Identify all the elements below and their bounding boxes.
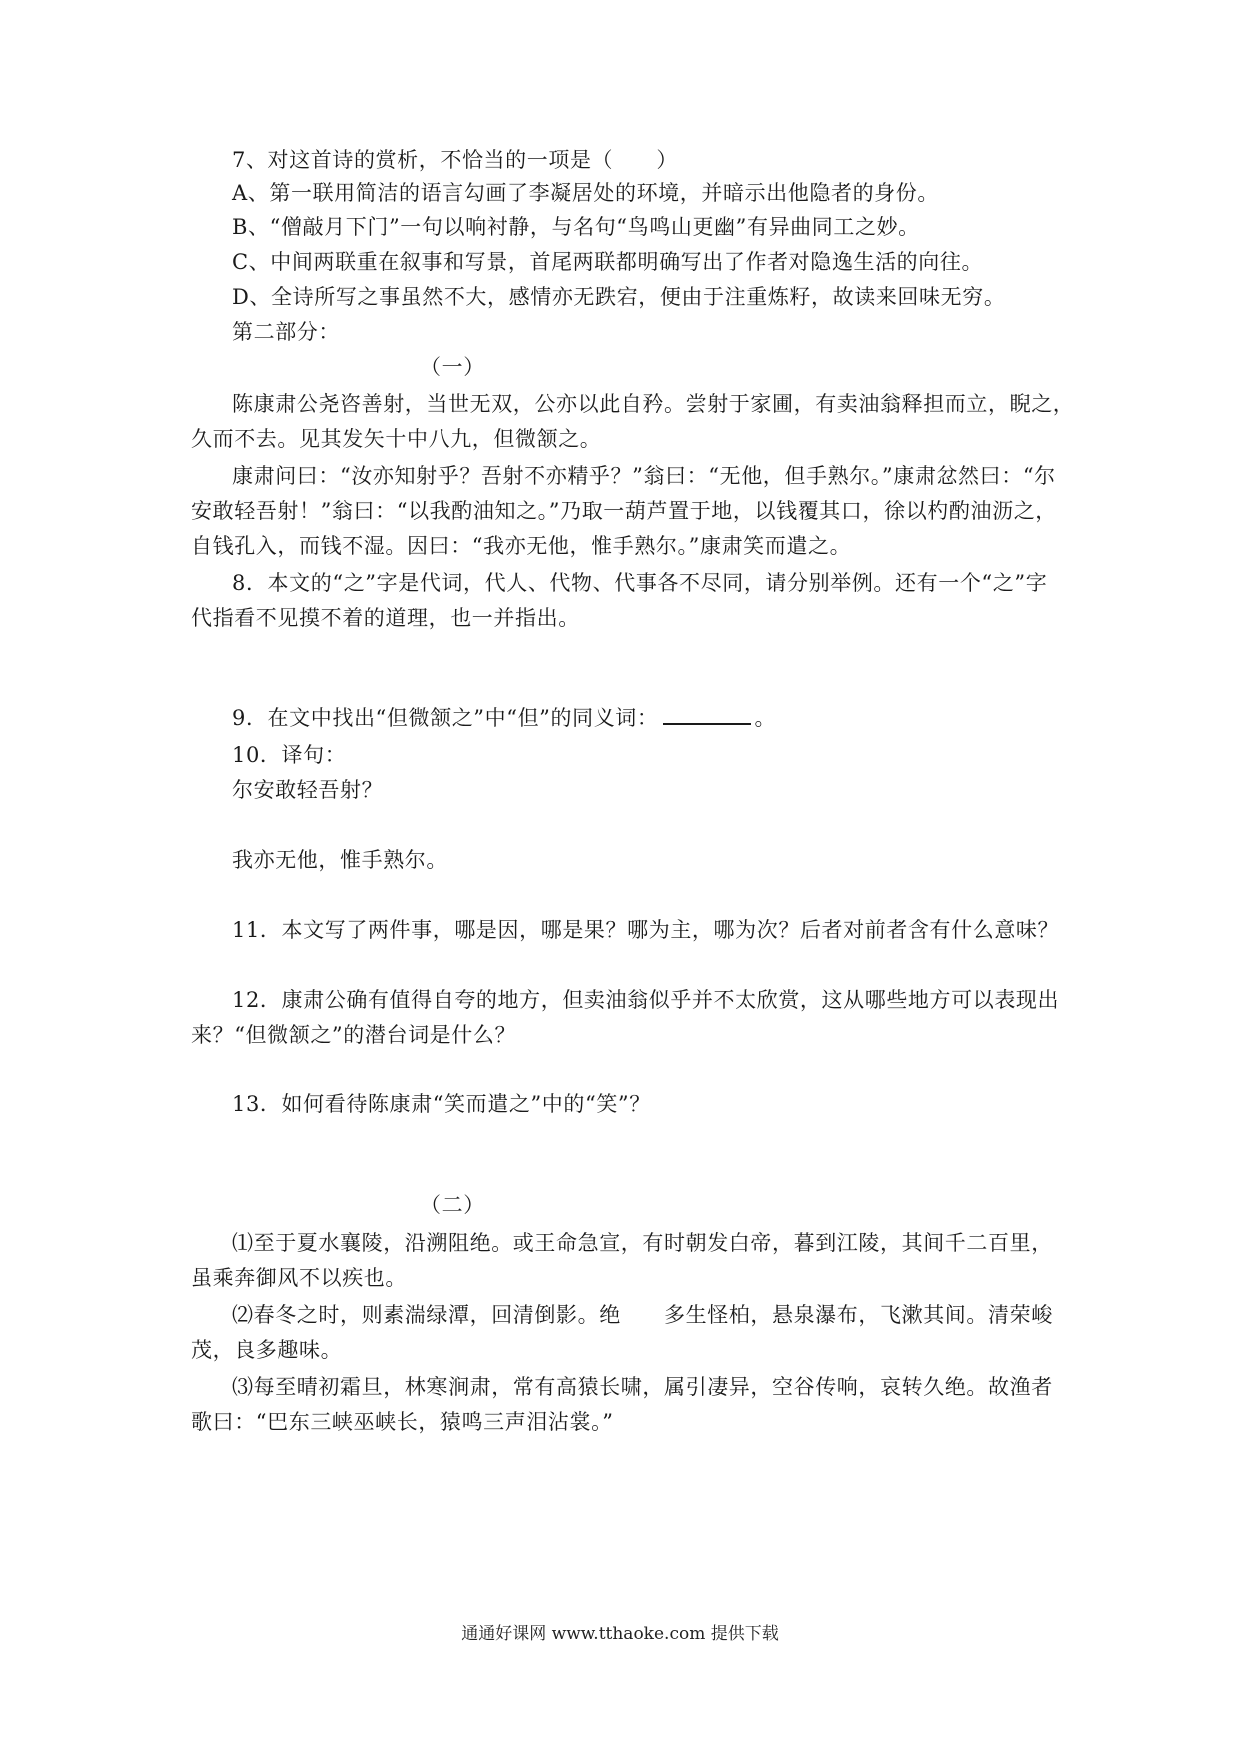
page-footer: 通通好课网 www.tthaoke.com 提供下载: [461, 1624, 779, 1644]
section2-p3-line1: ⑶每至晴初霜旦，林寒涧肃，常有高猿长啸，属引凄异，空谷传响，哀转久绝。故渔者: [232, 1375, 1053, 1399]
section1-heading: （一）: [420, 355, 485, 379]
q11: 11．本文写了两件事，哪是因，哪是果？哪为主，哪为次？后者对前者含有什么意味？: [232, 918, 1060, 942]
q7-stem: 7、对这首诗的赏析，不恰当的一项是（ ）: [232, 148, 678, 172]
q9-text: 9．在文中找出“但微颔之”中“但”的同义词：: [232, 706, 659, 730]
q12-line1: 12．康肃公确有值得自夸的地方，但卖油翁似乎并不太欣赏，这从哪些地方可以表现出: [232, 988, 1060, 1012]
section1-p2-line3: 自钱孔入，而钱不湿。因曰：“我亦无他，惟手熟尔。”康肃笑而遣之。: [191, 534, 852, 558]
q7-option-c: C、中间两联重在叙事和写景，首尾两联都明确写出了作者对隐逸生活的向往。: [232, 250, 984, 274]
section2-p3-line2: 歌曰：“巴东三峡巫峡长，猿鸣三声泪沾裳。”: [191, 1410, 614, 1434]
section2-p2-line1: ⑵春冬之时，则素湍绿潭，回清倒影。绝 多生怪柏，悬泉瀑布，飞漱其间。清荣峻: [232, 1303, 1053, 1327]
q10-sentence-1: 尔安敢轻吾射？: [232, 778, 384, 802]
section1-p1-line2: 久而不去。见其发矢十中八九，但微颔之。: [191, 427, 602, 451]
q9: [232, 703, 776, 733]
q10-sentence-2: 我亦无他，惟手熟尔。: [232, 848, 448, 872]
section1-p2-line2: 安敢轻吾射！”翁曰：“以我酌油知之。”乃取一葫芦置于地，以钱覆其口，徐以杓酌油沥之，: [191, 499, 1057, 523]
q7-option-a: A、第一联用简洁的语言勾画了李凝居处的环境，并暗示出他隐者的身份。: [232, 181, 939, 205]
q9-answer-blank: [663, 705, 751, 725]
section2-p1-line1: ⑴至于夏水襄陵，沿溯阻绝。或王命急宣，有时朝发白帝，暮到江陵，其间千二百里，: [232, 1231, 1053, 1255]
q7-option-b: B、“僧敲月下门”一句以响衬静，与名句“鸟鸣山更幽”有异曲同工之妙。: [232, 215, 920, 239]
q8-line2: 代指看不见摸不着的道理，也一并指出。: [191, 606, 580, 630]
q10-label: 10．译句：: [232, 743, 347, 767]
part2-heading: 第二部分：: [232, 320, 340, 344]
q8-line1: 8．本文的“之”字是代词，代人、代物、代事各不尽同，请分别举例。还有一个“之”字: [232, 571, 1048, 595]
section1-p2-line1: 康肃问曰：“汝亦知射乎？吾射不亦精乎？”翁曰：“无他，但手熟尔。”康肃忿然曰：“尔: [232, 464, 1056, 488]
section2-p2-line2: 茂，良多趣味。: [191, 1338, 343, 1362]
section2-p1-line2: 虽乘奔御风不以疾也。: [191, 1266, 407, 1290]
q7-option-d: D、全诗所写之事虽然不大，感情亦无跌宕，便由于注重炼籽，故读来回味无穷。: [232, 285, 1006, 309]
q13: 13．如何看待陈康肃“笑而遣之”中的“笑”？: [232, 1092, 651, 1116]
q9-end: 。: [754, 706, 777, 730]
section2-heading: （二）: [420, 1193, 485, 1217]
section1-p1-line1: 陈康肃公尧咨善射，当世无双，公亦以此自矜。尝射于家圃，有卖油翁释担而立，睨之，: [232, 392, 1075, 416]
q12-line2: 来？“但微颔之”的潜台词是什么？: [191, 1023, 517, 1047]
